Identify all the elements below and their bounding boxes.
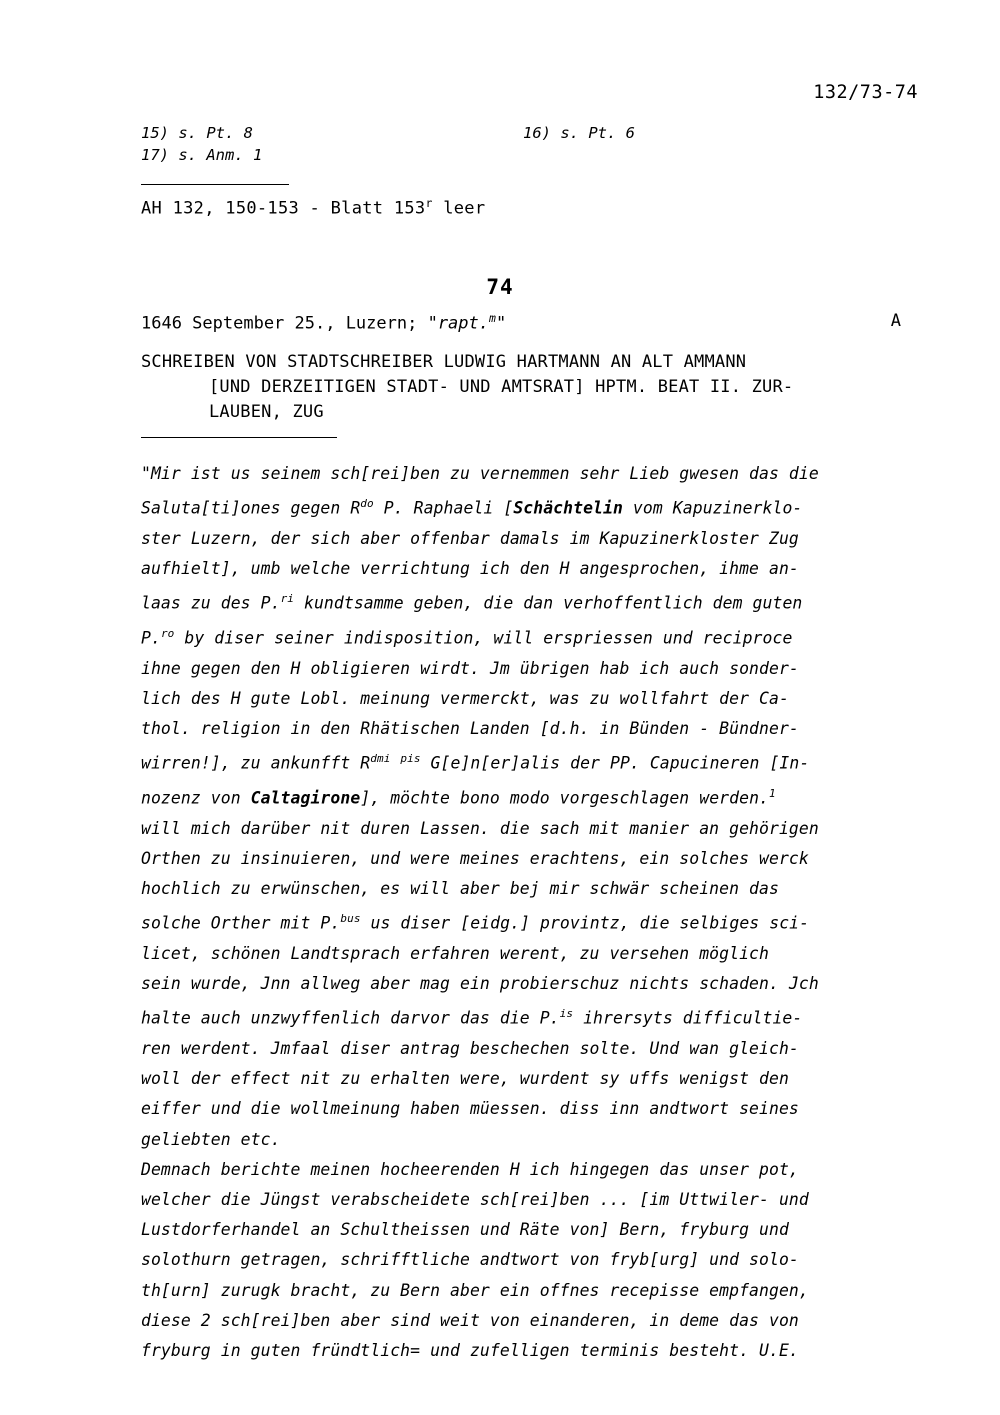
- body-line: woll der effect nit zu erhalten were, wurdent sy uffs wenigst den: [141, 1069, 789, 1089]
- body-line: fryburg in guten fründtlich= und zufelligen terminis besteht. U.E.: [141, 1340, 799, 1360]
- body-line: P.$^{ro}$ by diser seiner indisposition, will erspriessen und reciproce: [141, 626, 793, 648]
- body-line: Demnach berichte meinen hocheerenden H ich hingegen das unser pot,: [141, 1159, 799, 1179]
- document-title: [141, 350, 901, 425]
- footnote-block: [141, 122, 841, 166]
- body-line: "Mir ist us seinem sch[rei]ben zu vernemmen sehr Lieb gwesen das die: [141, 464, 819, 483]
- body-line: geliebten etc.: [141, 1129, 281, 1149]
- body-line: ster Luzern, der sich aber offenbar damals im Kapuzinerkloster Zug: [141, 528, 799, 548]
- archive-reference: [141, 196, 485, 219]
- superscript: do: [360, 497, 374, 511]
- superscript: 1: [769, 786, 776, 800]
- dateline-date: 1646 September 25., Luzern;: [141, 313, 428, 334]
- body-line: ren werdent. Jmfaal diser antrag beschechen solte. Und wan gleich-: [141, 1038, 799, 1058]
- superscript: pis: [400, 752, 421, 766]
- body-line: ihne gegen den H obligieren wirdt. Jm übrigen hab ich auch sonder-: [141, 658, 799, 678]
- body-line: Lustdorferhandel an Schultheissen und Räte von] Bern, fryburg und: [141, 1220, 789, 1240]
- dateline-rapt: "rapt.: [427, 313, 489, 334]
- footnote-17: 17) s. Anm. 1: [141, 146, 263, 164]
- dateline-text: [141, 311, 506, 334]
- body-line: thol. religion in den Rhätischen Landen [d.h. in Bünden - Bündner-: [141, 719, 799, 739]
- archive-reference-suffix: leer: [432, 198, 486, 219]
- footnote-15: 15) s. Pt. 8: [141, 124, 253, 142]
- body-line: welcher die Jüngst verabscheidete sch[rei]ben ... [im Uttwiler- und: [141, 1189, 809, 1209]
- document-title-line-2: [UND DERZEITIGEN STADT- UND AMTSRAT] HPTM. BEAT II. ZUR-: [209, 377, 794, 397]
- page-number: 132/73-74: [813, 82, 918, 103]
- emphasis-name: Schächtelin: [513, 498, 623, 518]
- document-marker: A: [890, 311, 901, 331]
- body-line: Saluta[ti]ones gegen $R^{do}$ P. Raphaeli [Schächtelin vom Kapuzinerklo-: [141, 497, 803, 518]
- body-line: sein wurde, Jnn allweg aber mag ein probierschuz nichts schaden. Jch: [141, 974, 819, 994]
- horizontal-rule-top: [141, 184, 289, 185]
- body-line: wirren!], zu ankunfft $R^{dmi}$ $^{pis}$ G[e]n[er]alis der PP. Capucineren [In-: [141, 752, 810, 773]
- footnote-row: [141, 144, 841, 166]
- body-line: aufhielt], umb welche verrichtung ich den H angesprochen, ihme an-: [141, 559, 799, 579]
- body-line: halte auch unzwyffenlich darvor das die P.$^{is}$ ihrersyts difficultie-: [141, 1007, 803, 1028]
- body-line: licet, schönen Landtsprach erfahren werent, zu versehen möglich: [141, 943, 769, 963]
- dateline-rapt-superscript: m: [489, 311, 496, 325]
- emphasis-name: Caltagirone: [250, 788, 361, 808]
- dateline-rapt-end: ": [495, 313, 507, 334]
- body-line: solche Orther mit P.$^{bus}$ us diser [eidg.] provintz, die selbiges sci-: [141, 912, 810, 933]
- footnote-16: 16) s. Pt. 6: [523, 124, 635, 142]
- document-title-line-3: LAUBEN, ZUG: [209, 402, 324, 422]
- footnote-row: [141, 122, 841, 144]
- document-number: 74: [486, 275, 514, 299]
- superscript: is: [559, 1007, 574, 1021]
- dateline: [141, 311, 901, 334]
- body-line: diese 2 sch[rei]ben aber sind weit von einanderen, in deme das von: [141, 1310, 799, 1330]
- document-title-line-1: SCHREIBEN VON STADTSCHREIBER LUDWIG HARTMANN AN ALT AMMANN: [141, 352, 747, 372]
- archive-reference-prefix: AH 132, 150-153 - Blatt 153: [141, 198, 426, 219]
- superscript: ri: [280, 592, 295, 606]
- body-line: th[urn] zurugk bracht, zu Bern aber ein offnes recepisse empfangen,: [141, 1280, 809, 1300]
- body-line: nozenz von Caltagirone], möchte bono modo vorgeschlagen werden.$^1$: [141, 786, 776, 808]
- archive-reference-superscript: r: [425, 196, 433, 210]
- body-line: will mich darüber nit duren Lassen. die sach mit manier an gehörigen: [141, 818, 819, 838]
- body-line: solothurn getragen, schrifftliche andtwort von fryb[urg] und solo-: [141, 1250, 799, 1270]
- body-line: hochlich zu erwünschen, es will aber bej mir schwär scheinen das: [141, 878, 779, 898]
- superscript: dmi: [370, 752, 391, 766]
- superscript: bus: [340, 912, 361, 926]
- body-line: Orthen zu insinuieren, und were meines erachtens, ein solches werck: [141, 848, 809, 868]
- body-line: lich des H gute Lobl. meinung vermerckt, was zu wollfahrt der Ca-: [141, 688, 789, 708]
- superscript: ro: [160, 626, 175, 640]
- body-line: eiffer und die wollmeinung haben müessen. diss inn andtwort seines: [141, 1099, 799, 1119]
- horizontal-rule-title: [141, 437, 337, 438]
- document-body: [141, 459, 911, 1366]
- body-line: laas zu des P.$^{ri}$ kundtsamme geben, die dan verhoffentlich dem guten: [141, 592, 803, 613]
